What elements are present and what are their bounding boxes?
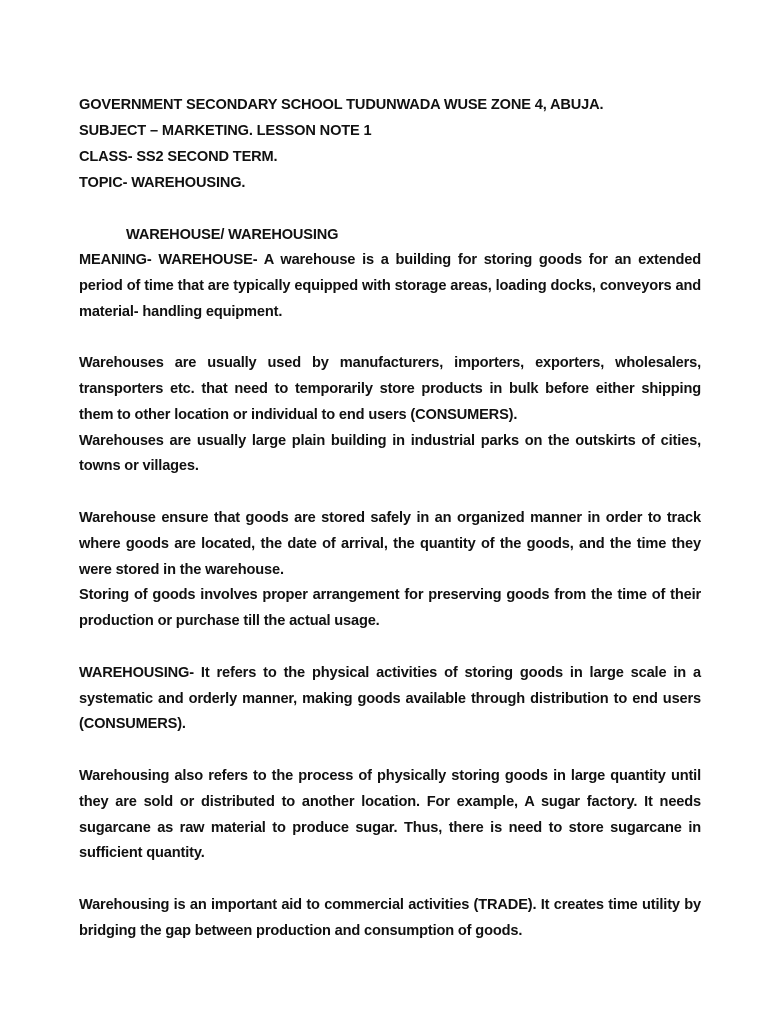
lesson-note-page — [79, 92, 701, 945]
paragraph-warehouse-location: Warehouses are usually large plain building in industrial parks on the outskirts of cities, towns or villages. — [79, 432, 701, 475]
section-heading: WAREHOUSE/ WAREHOUSING — [126, 227, 339, 243]
paragraph-warehousing-definition: WAREHOUSING- It refers to the physical activities of storing goods in large scale in a systematic and orderly manner, making goods available through distribution to end users (CONSUMERS). — [79, 664, 701, 733]
spacer — [79, 196, 701, 222]
topic-line: TOPIC- WAREHOUSING. — [79, 175, 246, 191]
paragraph-warehouse-users: Warehouses are usually used by manufacturers, importers, exporters, wholesalers, transporters etc. that need to temporarily store products in bulk before either shipping them to other location or individual to end users (CONSUMERS). — [79, 355, 701, 423]
paragraph-warehousing-aid: Warehousing is an important aid to commercial activities (TRADE). It creates time utility by bridging the gap between production and consumption of goods. — [79, 896, 701, 939]
paragraph-warehouse-meaning: MEANING- WAREHOUSE- A warehouse is a building for storing goods for an extended period of time that are typically equipped with storage areas, loading docks, conveyors and material- handling equipment. — [79, 252, 701, 320]
school-name: GOVERNMENT SECONDARY SCHOOL TUDUNWADA WUSE ZONE 4, ABUJA. — [79, 97, 604, 113]
subject-line: SUBJECT – MARKETING. LESSON NOTE 1 — [79, 123, 372, 139]
paragraph-warehouse-safety: Warehouse ensure that goods are stored safely in an organized manner in order to track where goods are located, the date of arrival, the quantity of the goods, and the time they were stored in the warehouse. — [79, 509, 701, 578]
paragraph-warehousing-process: Warehousing also refers to the process of physically storing goods in large quantity until they are sold or distributed to another location. For example, A sugar factory. It needs sugarcane as raw material to produce sugar. Thus, there is need to store sugarcane in sufficient quantity. — [79, 767, 701, 862]
class-line: CLASS- SS2 SECOND TERM. — [79, 149, 278, 165]
paragraph-storing-goods: Storing of goods involves proper arrangement for preserving goods from the time of their production or purchase till the actual usage. — [79, 587, 701, 630]
